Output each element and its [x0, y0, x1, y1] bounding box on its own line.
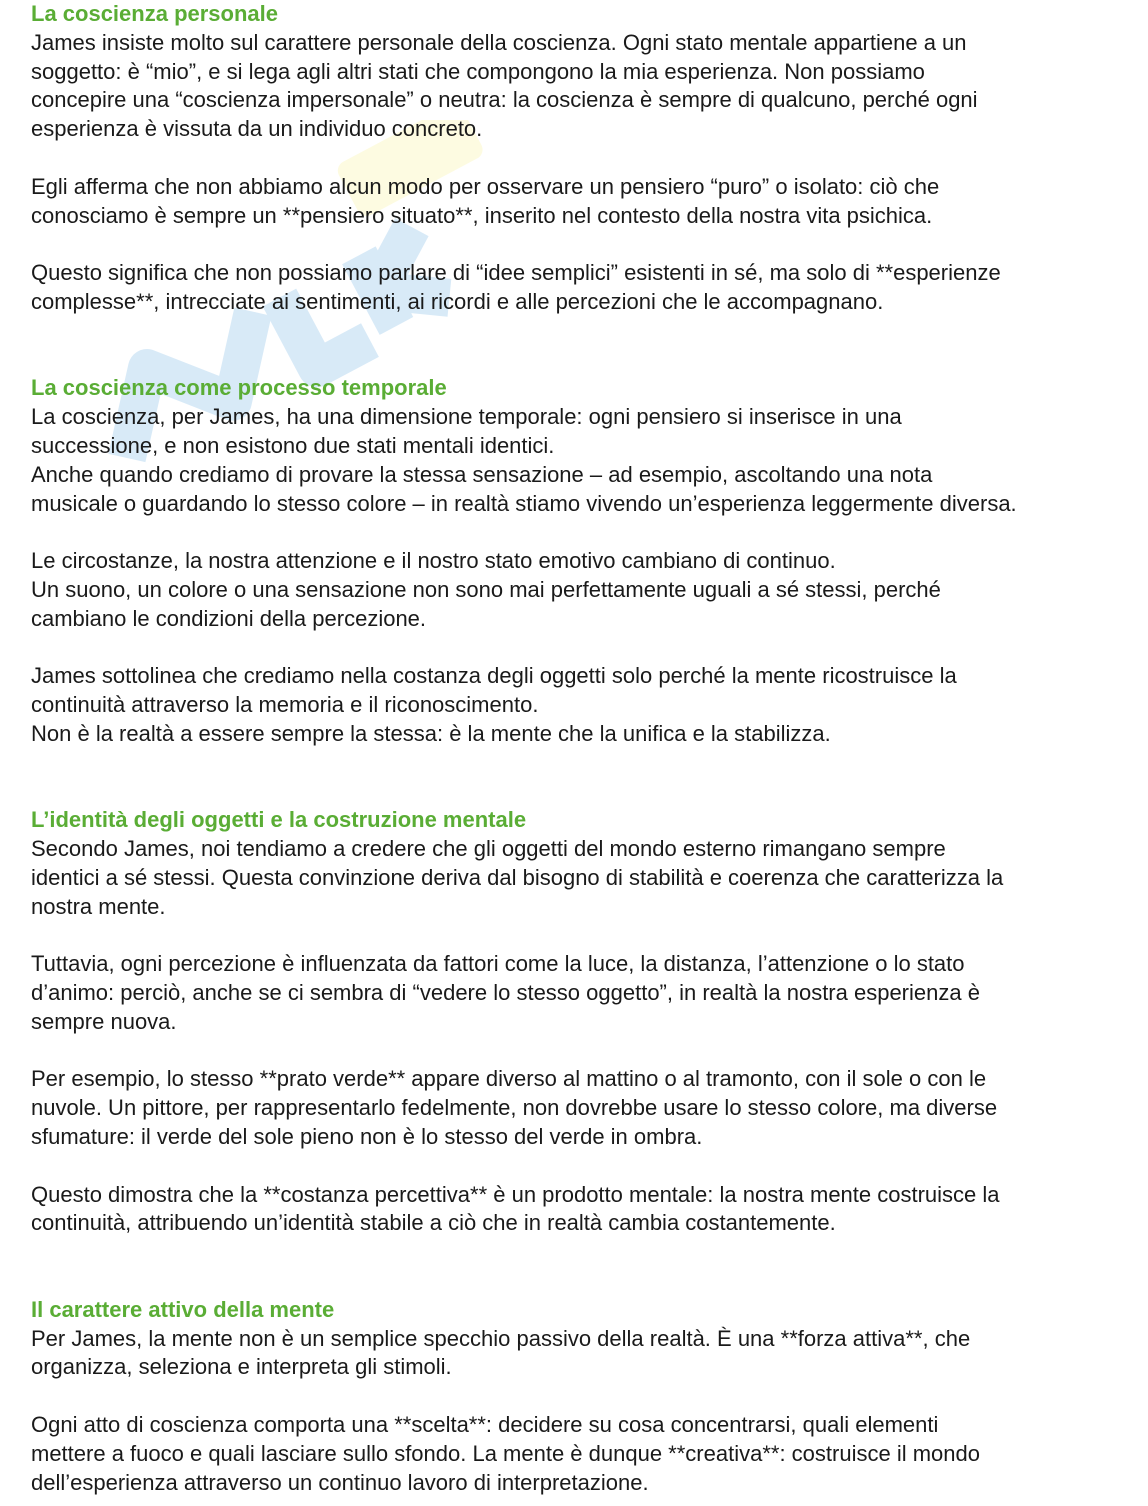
- text-line: complesse**, intrecciate ai sentimenti, ai ricordi e alle percezioni che le accompagnano.: [31, 288, 884, 314]
- paragraph: [31, 259, 1131, 317]
- text-line: Le circostanze, la nostra attenzione e il nostro stato emotivo cambiano di continuo.: [31, 548, 836, 574]
- section: [31, 1296, 1131, 1498]
- text-line: Per esempio, lo stesso **prato verde** appare diverso al mattino o al tramonto, con il sole o con le: [31, 1066, 987, 1092]
- text-line: identici a sé stessi. Questa convinzione deriva dal bisogno di stabilità e coerenza che caratterizza la: [31, 864, 1004, 890]
- section-title: Il carattere attivo della mente: [31, 1296, 335, 1322]
- text-line: Ogni atto di coscienza comporta una **scelta**: decidere su cosa concentrarsi, quali elementi: [31, 1412, 939, 1438]
- paragraph: [31, 403, 1131, 518]
- section: [31, 0, 1131, 317]
- text-line: mettere a fuoco e quali lasciare sullo sfondo. La mente è dunque **creativa**: costruisce il mondo: [31, 1440, 980, 1466]
- text-line: sfumature: il verde del sole pieno non è lo stesso del verde in ombra.: [31, 1124, 703, 1150]
- text-line: Questo significa che non possiamo parlare di “idee semplici” esistenti in sé, ma solo di **esperienze: [31, 260, 1001, 286]
- text-line: Egli afferma che non abbiamo alcun modo per osservare un pensiero “puro” o isolato: ciò che: [31, 173, 940, 199]
- text-line: continuità, attribuendo un’identità stabile a ciò che in realtà cambia costantemente.: [31, 1210, 836, 1236]
- text-line: James sottolinea che crediamo nella costanza degli oggetti solo perché la mente ricostruisce la: [31, 663, 957, 689]
- paragraph: [31, 835, 1131, 921]
- paragraph: [31, 1325, 1131, 1383]
- section: [31, 806, 1131, 1238]
- text-line: nuvole. Un pittore, per rappresentarlo fedelmente, non dovrebbe usare lo stesso colore, ma diverse: [31, 1095, 998, 1121]
- text-line: Anche quando crediamo di provare la stessa sensazione – ad esempio, ascoltando una nota: [31, 461, 933, 487]
- section-title: L’identità degli oggetti e la costruzione mentale: [31, 807, 527, 833]
- text-line: organizza, seleziona e interpreta gli stimoli.: [31, 1354, 452, 1380]
- text-line: soggetto: è “mio”, e si lega agli altri stati che compongono la mia esperienza. Non possiamo: [31, 58, 925, 84]
- paragraph: [31, 950, 1131, 1036]
- section-title: La coscienza come processo temporale: [31, 375, 447, 401]
- paragraph: [31, 1065, 1131, 1151]
- text-line: La coscienza, per James, ha una dimensione temporale: ogni pensiero si inserisce in una: [31, 404, 902, 430]
- section: [31, 374, 1131, 748]
- text-line: Secondo James, noi tendiamo a credere che gli oggetti del mondo esterno rimangano sempre: [31, 836, 946, 862]
- text-line: Un suono, un colore o una sensazione non sono mai perfettamente uguali a sé stessi, perché: [31, 576, 941, 602]
- paragraph: [31, 29, 1131, 144]
- paragraph: [31, 1411, 1131, 1497]
- paragraph: [31, 547, 1131, 633]
- text-line: dell’esperienza attraverso un continuo lavoro di interpretazione.: [31, 1469, 649, 1495]
- text-line: conosciamo è sempre un **pensiero situato**, inserito nel contesto della nostra vita psichica.: [31, 202, 933, 228]
- text-line: musicale o guardando lo stesso colore – in realtà stiamo vivendo un’esperienza leggermente diversa.: [31, 490, 1017, 516]
- document-page: [31, 0, 1131, 1497]
- text-line: Non è la realtà a essere sempre la stessa: è la mente che la unifica e la stabilizza.: [31, 720, 831, 746]
- text-line: cambiano le condizioni della percezione.: [31, 605, 427, 631]
- text-line: continuità attraverso la memoria e il riconoscimento.: [31, 692, 539, 718]
- text-line: Per James, la mente non è un semplice specchio passivo della realtà. È una **forza attiva**, che: [31, 1325, 971, 1351]
- text-line: Questo dimostra che la **costanza percettiva** è un prodotto mentale: la nostra mente costruisce la: [31, 1181, 1000, 1207]
- text-line: Tuttavia, ogni percezione è influenzata da fattori come la luce, la distanza, l’attenzione o lo stato: [31, 951, 965, 977]
- text-line: successione, e non esistono due stati mentali identici.: [31, 432, 555, 458]
- text-line: concepire una “coscienza impersonale” o neutra: la coscienza è sempre di qualcuno, perché ogni: [31, 87, 978, 113]
- section-title: La coscienza personale: [31, 1, 278, 26]
- text-line: d’animo: perciò, anche se ci sembra di “vedere lo stesso oggetto”, in realtà la nostra esperienza è: [31, 980, 980, 1006]
- paragraph: [31, 662, 1131, 748]
- text-line: nostra mente.: [31, 893, 166, 919]
- text-line: James insiste molto sul carattere personale della coscienza. Ogni stato mentale appartiene a un: [31, 29, 967, 55]
- paragraph: [31, 1181, 1131, 1239]
- text-line: esperienza è vissuta da un individuo concreto.: [31, 116, 483, 142]
- paragraph: [31, 173, 1131, 231]
- text-line: sempre nuova.: [31, 1008, 177, 1034]
